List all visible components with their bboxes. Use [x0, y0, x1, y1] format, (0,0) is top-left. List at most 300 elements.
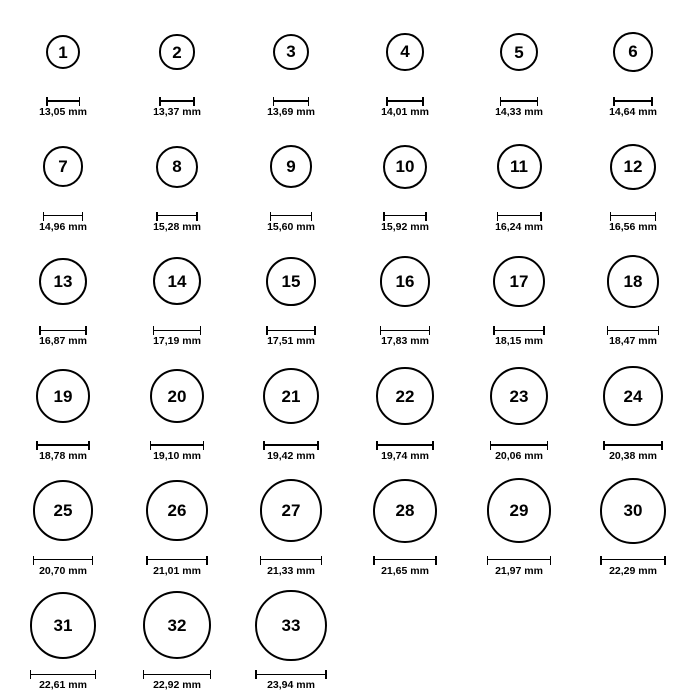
measure-line [39, 330, 86, 332]
measure-cap-left [30, 670, 32, 679]
ring-size-cell[interactable] [6, 237, 120, 347]
ring-circle-wrapper [43, 123, 84, 211]
measure-line [376, 444, 433, 446]
ring-circle-wrapper [39, 237, 86, 325]
measure-cap-left [260, 556, 262, 565]
measure-line [30, 674, 97, 676]
diameter-measure-bar [383, 212, 427, 220]
ring-circle-icon [260, 479, 323, 542]
measure-line [273, 100, 309, 102]
diameter-label: 14,64 mm [609, 106, 657, 118]
measure-cap-right [95, 670, 97, 679]
diameter-measure-bar [146, 556, 207, 564]
diameter-label: 21,97 mm [495, 564, 543, 577]
measure-cap-right [82, 212, 84, 221]
ring-circle-wrapper [376, 352, 433, 440]
ring-circle-icon [156, 146, 198, 188]
measure-cap-left [487, 556, 489, 565]
ring-circle-wrapper [33, 467, 93, 555]
ring-size-cell[interactable] [6, 123, 120, 233]
diameter-label: 13,37 mm [153, 106, 201, 118]
measure-cap-left [613, 97, 615, 106]
ring-size-cell[interactable] [462, 237, 576, 347]
diameter-label: 17,83 mm [381, 335, 429, 348]
diameter-measure-bar [33, 556, 93, 564]
chart-row [6, 467, 694, 582]
diameter-label: 15,92 mm [381, 220, 429, 233]
ring-circle-icon [610, 144, 656, 190]
ring-circle-icon [380, 256, 430, 306]
measure-line [380, 330, 430, 332]
measure-line [607, 330, 660, 332]
measure-cap-right [314, 326, 316, 335]
measure-line [383, 215, 427, 217]
ring-circle-wrapper [373, 467, 437, 555]
ring-circle-icon [383, 145, 427, 189]
diameter-measure-bar [603, 441, 662, 449]
ring-circle-wrapper [383, 123, 427, 211]
measure-line [156, 215, 198, 217]
measure-line [150, 444, 205, 446]
measure-line [500, 100, 538, 102]
measure-cap-left [146, 556, 148, 565]
measure-line [373, 559, 437, 561]
ring-circle-icon [386, 33, 423, 70]
measure-line [33, 559, 93, 561]
ring-size-number: 32 [167, 615, 187, 635]
ring-size-cell[interactable] [348, 8, 462, 118]
measure-cap-left [610, 212, 612, 221]
diameter-label: 15,60 mm [267, 220, 315, 233]
measure-cap-left [497, 212, 499, 221]
diameter-label: 18,15 mm [495, 335, 543, 348]
measure-line [487, 559, 552, 561]
diameter-label: 19,74 mm [381, 450, 429, 463]
diameter-label: 21,01 mm [153, 564, 201, 577]
diameter-measure-bar [46, 97, 80, 105]
diameter-label: 16,56 mm [609, 220, 657, 233]
ring-size-number: 12 [623, 157, 643, 177]
measure-line [36, 444, 90, 446]
measure-cap-right [92, 556, 94, 565]
measure-cap-right [537, 97, 539, 106]
measure-cap-right [193, 97, 195, 106]
measure-cap-right [651, 97, 653, 106]
ring-circle-wrapper [146, 467, 207, 555]
measure-cap-left [373, 556, 375, 565]
diameter-label: 21,33 mm [267, 564, 315, 577]
ring-size-number: 16 [395, 271, 415, 291]
measure-cap-right [664, 556, 666, 565]
diameter-label: 19,42 mm [267, 450, 315, 463]
ring-circle-icon [497, 144, 542, 189]
ring-size-cell[interactable] [234, 8, 348, 118]
measure-cap-left [156, 212, 158, 221]
ring-size-number: 2 [172, 42, 182, 62]
ring-size-number: 27 [281, 501, 301, 521]
diameter-measure-bar [490, 441, 548, 449]
ring-size-number: 25 [53, 501, 73, 521]
ring-circle-icon [146, 480, 207, 541]
measure-cap-left [270, 212, 272, 221]
diameter-label: 16,87 mm [39, 335, 87, 348]
measure-cap-left [255, 670, 257, 679]
ring-size-cell[interactable] [462, 123, 576, 233]
diameter-label: 23,94 mm [267, 679, 315, 692]
measure-cap-right [308, 97, 310, 106]
ring-circle-icon [263, 368, 319, 424]
measure-cap-left [383, 212, 385, 221]
diameter-measure-bar [266, 326, 315, 334]
ring-circle-wrapper [150, 352, 205, 440]
ring-size-number: 15 [281, 271, 301, 291]
measure-line [490, 444, 548, 446]
measure-cap-right [540, 212, 542, 221]
diameter-measure-bar [143, 670, 211, 678]
diameter-measure-bar [376, 441, 433, 449]
ring-circle-wrapper [273, 8, 309, 96]
ring-size-cell[interactable] [6, 581, 120, 691]
ring-circle-wrapper [36, 352, 90, 440]
ring-circle-wrapper [30, 581, 97, 669]
diameter-label: 22,92 mm [153, 679, 201, 692]
measure-line [610, 215, 656, 217]
ring-circle-wrapper [380, 237, 430, 325]
diameter-label: 17,51 mm [267, 335, 315, 348]
measure-cap-left [600, 556, 602, 565]
ring-circle-icon [376, 367, 433, 424]
ring-size-number: 4 [400, 42, 410, 62]
ring-circle-icon [607, 255, 660, 308]
ring-circle-icon [373, 479, 437, 543]
measure-cap-right [321, 556, 323, 565]
chart-row [6, 352, 694, 467]
diameter-label: 19,10 mm [153, 450, 201, 463]
measure-line [603, 444, 662, 446]
chart-row [6, 237, 694, 352]
ring-size-cell[interactable] [348, 352, 462, 462]
ring-size-number: 29 [509, 501, 529, 521]
ring-size-number: 19 [53, 386, 73, 406]
ring-circle-wrapper [603, 352, 662, 440]
measure-cap-left [386, 97, 388, 106]
measure-line [46, 100, 80, 102]
diameter-measure-bar [150, 441, 205, 449]
measure-cap-right [311, 212, 313, 221]
ring-size-number: 22 [395, 386, 415, 406]
ring-size-number: 23 [509, 386, 529, 406]
diameter-label: 18,47 mm [609, 335, 657, 348]
measure-line [159, 100, 194, 102]
ring-size-number: 11 [510, 157, 528, 177]
measure-line [255, 674, 327, 676]
chart-row [6, 123, 694, 238]
ring-circle-wrapper [497, 123, 542, 211]
chart-row [6, 8, 694, 123]
measure-cap-right [200, 326, 202, 335]
ring-size-cell[interactable] [120, 467, 234, 577]
measure-line [260, 559, 323, 561]
measure-cap-right [203, 441, 205, 450]
ring-circle-icon [266, 257, 315, 306]
diameter-measure-bar [610, 212, 656, 220]
ring-circle-icon [153, 257, 201, 305]
measure-cap-right [422, 97, 424, 106]
ring-circle-icon [487, 478, 552, 543]
measure-cap-left [153, 326, 155, 335]
diameter-label: 22,29 mm [609, 564, 657, 577]
diameter-label: 21,65 mm [381, 564, 429, 577]
measure-cap-right [196, 212, 198, 221]
ring-circle-wrapper [487, 467, 552, 555]
ring-size-number: 21 [281, 386, 301, 406]
ring-circle-icon [600, 478, 666, 544]
measure-cap-left [143, 670, 145, 679]
diameter-label: 22,61 mm [39, 679, 87, 692]
ring-circle-icon [30, 592, 97, 659]
ring-size-cell[interactable] [234, 581, 348, 691]
measure-cap-left [493, 326, 495, 335]
measure-cap-right [435, 556, 437, 565]
measure-line [493, 330, 545, 332]
measure-cap-right [325, 670, 327, 679]
ring-circle-wrapper [255, 581, 327, 669]
ring-size-cell[interactable] [234, 237, 348, 347]
measure-cap-left [380, 326, 382, 335]
measure-cap-left [607, 326, 609, 335]
ring-size-cell[interactable] [576, 8, 690, 118]
diameter-measure-bar [270, 212, 313, 220]
measure-cap-right [429, 326, 431, 335]
ring-circle-wrapper [156, 123, 198, 211]
ring-size-cell[interactable] [576, 467, 690, 577]
measure-cap-right [432, 441, 434, 450]
diameter-measure-bar [263, 441, 319, 449]
ring-circle-icon [33, 480, 93, 540]
ring-size-cell[interactable] [234, 467, 348, 577]
diameter-measure-bar [156, 212, 198, 220]
ring-circle-wrapper [153, 237, 201, 325]
ring-circle-icon [143, 591, 211, 659]
diameter-label: 13,05 mm [39, 106, 87, 118]
ring-size-cell[interactable] [120, 581, 234, 691]
diameter-measure-bar [273, 97, 309, 105]
ring-circle-icon [493, 256, 545, 308]
diameter-label: 18,78 mm [39, 450, 87, 463]
measure-cap-left [159, 97, 161, 106]
ring-circle-wrapper [260, 467, 323, 555]
measure-cap-left [273, 97, 275, 106]
diameter-label: 20,06 mm [495, 450, 543, 463]
measure-cap-right [543, 326, 545, 335]
measure-line [153, 330, 201, 332]
ring-size-number: 33 [281, 615, 301, 635]
ring-size-number: 3 [286, 42, 296, 62]
diameter-measure-bar [380, 326, 430, 334]
ring-circle-icon [43, 146, 84, 187]
measure-cap-right [547, 441, 549, 450]
measure-cap-left [500, 97, 502, 106]
ring-circle-icon [500, 33, 538, 71]
ring-circle-icon [255, 590, 327, 662]
ring-circle-wrapper [263, 352, 319, 440]
ring-circle-wrapper [490, 352, 548, 440]
measure-cap-left [46, 97, 48, 106]
measure-cap-right [79, 97, 81, 106]
ring-circle-wrapper [613, 8, 652, 96]
diameter-label: 20,70 mm [39, 564, 87, 577]
ring-size-number: 8 [172, 157, 182, 177]
ring-size-cell[interactable] [234, 352, 348, 462]
ring-size-number: 24 [623, 386, 643, 406]
diameter-label: 14,01 mm [381, 106, 429, 118]
measure-cap-left [39, 326, 41, 335]
ring-size-number: 30 [623, 501, 643, 521]
ring-size-number: 7 [58, 157, 68, 177]
ring-circle-wrapper [143, 581, 211, 669]
ring-size-cell[interactable] [462, 467, 576, 577]
diameter-label: 16,24 mm [495, 220, 543, 233]
ring-size-number: 13 [53, 271, 73, 291]
measure-cap-right [661, 441, 663, 450]
measure-line [386, 100, 423, 102]
ring-circle-wrapper [270, 123, 313, 211]
ring-size-cell[interactable] [120, 352, 234, 462]
ring-circle-icon [270, 145, 313, 188]
ring-size-cell[interactable] [234, 123, 348, 233]
measure-cap-right [655, 212, 657, 221]
measure-line [497, 215, 542, 217]
diameter-measure-bar [487, 556, 552, 564]
measure-cap-right [317, 441, 319, 450]
ring-size-number: 18 [623, 271, 643, 291]
ring-size-cell[interactable] [6, 8, 120, 118]
ring-circle-icon [36, 369, 90, 423]
ring-size-cell[interactable] [6, 467, 120, 577]
ring-size-number: 6 [628, 42, 638, 62]
ring-circle-wrapper [46, 8, 80, 96]
measure-cap-right [425, 212, 427, 221]
diameter-label: 17,19 mm [153, 335, 201, 348]
ring-circle-wrapper [607, 237, 660, 325]
measure-line [266, 330, 315, 332]
ring-circle-icon [150, 369, 205, 424]
ring-circle-icon [490, 367, 548, 425]
measure-cap-right [88, 441, 90, 450]
diameter-measure-bar [613, 97, 652, 105]
measure-cap-left [266, 326, 268, 335]
measure-cap-right [85, 326, 87, 335]
measure-cap-left [376, 441, 378, 450]
ring-circle-icon [39, 258, 86, 305]
measure-cap-right [550, 556, 552, 565]
ring-size-number: 20 [167, 386, 187, 406]
diameter-measure-bar [493, 326, 545, 334]
measure-cap-right [658, 326, 660, 335]
diameter-measure-bar [600, 556, 666, 564]
measure-cap-left [490, 441, 492, 450]
ring-circle-icon [46, 35, 80, 69]
measure-cap-left [36, 441, 38, 450]
ring-size-number: 9 [286, 157, 296, 177]
diameter-measure-bar [43, 212, 84, 220]
ring-size-number: 28 [395, 501, 415, 521]
ring-size-cell[interactable] [462, 8, 576, 118]
ring-circle-wrapper [493, 237, 545, 325]
ring-size-cell[interactable] [576, 352, 690, 462]
measure-line [270, 215, 313, 217]
ring-size-cell[interactable] [120, 8, 234, 118]
diameter-measure-bar [39, 326, 86, 334]
ring-circle-wrapper [386, 8, 423, 96]
diameter-label: 14,96 mm [39, 220, 87, 233]
diameter-label: 15,28 mm [153, 220, 201, 233]
ring-circle-icon [159, 34, 194, 69]
measure-line [263, 444, 319, 446]
measure-line [143, 674, 211, 676]
ring-size-cell[interactable] [576, 237, 690, 347]
diameter-measure-bar [500, 97, 538, 105]
measure-cap-left [603, 441, 605, 450]
ring-size-number: 26 [167, 501, 187, 521]
measure-cap-left [263, 441, 265, 450]
ring-size-cell[interactable] [348, 123, 462, 233]
diameter-measure-bar [386, 97, 423, 105]
diameter-label: 13,69 mm [267, 106, 315, 118]
ring-size-number: 1 [58, 42, 68, 62]
measure-cap-left [33, 556, 35, 565]
ring-size-cell[interactable] [576, 123, 690, 233]
diameter-label: 14,33 mm [495, 106, 543, 118]
measure-line [43, 215, 84, 217]
ring-size-number: 5 [514, 42, 524, 62]
ring-size-cell[interactable] [462, 352, 576, 462]
measure-cap-left [43, 212, 45, 221]
ring-size-number: 17 [509, 271, 529, 291]
measure-cap-right [206, 556, 208, 565]
ring-size-cell[interactable] [120, 237, 234, 347]
ring-size-number: 10 [395, 157, 415, 177]
ring-circle-icon [273, 34, 309, 70]
diameter-measure-bar [607, 326, 660, 334]
diameter-measure-bar [255, 670, 327, 678]
ring-size-cell[interactable] [348, 237, 462, 347]
diameter-label: 20,38 mm [609, 450, 657, 463]
diameter-measure-bar [30, 670, 97, 678]
diameter-measure-bar [497, 212, 542, 220]
chart-row [6, 581, 694, 696]
ring-circle-wrapper [266, 237, 315, 325]
ring-circle-wrapper [500, 8, 538, 96]
measure-line [146, 559, 207, 561]
ring-size-cell[interactable] [120, 123, 234, 233]
ring-circle-wrapper [600, 467, 666, 555]
diameter-measure-bar [36, 441, 90, 449]
measure-cap-right [210, 670, 212, 679]
ring-size-cell[interactable] [6, 352, 120, 462]
ring-size-number: 31 [53, 615, 73, 635]
diameter-measure-bar [159, 97, 194, 105]
diameter-measure-bar [153, 326, 201, 334]
measure-cap-left [150, 441, 152, 450]
ring-circle-icon [603, 366, 662, 425]
ring-circle-wrapper [610, 123, 656, 211]
measure-line [600, 559, 666, 561]
ring-circle-icon [613, 32, 652, 71]
ring-circle-wrapper [159, 8, 194, 96]
ring-size-cell[interactable] [348, 467, 462, 577]
ring-size-number: 14 [167, 271, 187, 291]
